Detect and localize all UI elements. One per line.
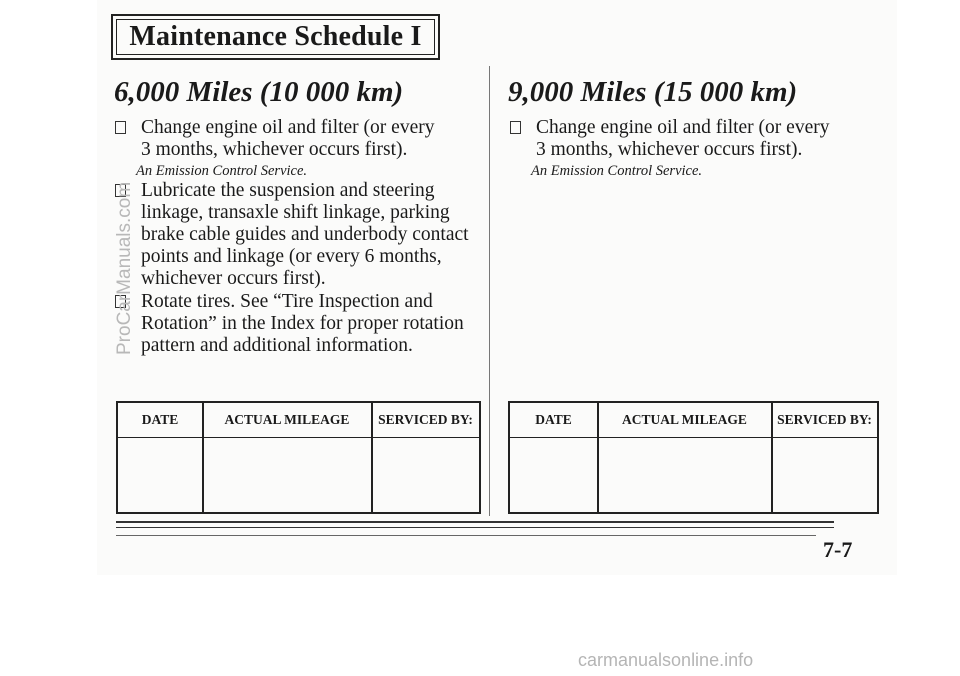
footer-rule-top — [116, 521, 834, 523]
right-item-oil-change — [510, 117, 829, 161]
item-line: 3 months, whichever occurs first). — [536, 139, 803, 160]
footer-rule-middle — [116, 527, 834, 528]
right-section-heading: 9,000 Miles (15 000 km) — [508, 76, 798, 108]
left-section-heading: 6,000 Miles (10 000 km) — [114, 76, 404, 108]
col-header-serviced-by: SERVICED BY: — [378, 412, 473, 427]
item-line: points and linkage (or every 6 months, — [141, 246, 442, 267]
item-line: linkage, transaxle shift linkage, parking — [141, 202, 450, 223]
left-item-oil-change — [115, 117, 434, 161]
col-header-serviced-by: SERVICED BY: — [777, 412, 872, 427]
item-line: Change engine oil and filter (or every — [141, 117, 435, 138]
checkbox-icon[interactable] — [510, 121, 521, 134]
col-header-date: DATE — [535, 412, 572, 427]
item-line: Change engine oil and filter (or every — [536, 117, 830, 138]
checkbox-icon[interactable] — [115, 121, 126, 134]
left-service-log — [116, 401, 481, 514]
item-line: pattern and additional information. — [141, 335, 413, 356]
col-header-date: DATE — [141, 412, 179, 427]
item-line: whichever occurs first). — [141, 268, 326, 289]
item-line: brake cable guides and underbody contact — [141, 224, 469, 245]
item-line: Rotation” in the Index for proper rotation — [141, 313, 464, 334]
column-divider — [489, 66, 490, 516]
col-header-actual-mileage: ACTUAL MILEAGE — [224, 412, 350, 427]
item-line: Rotate tires. See “Tire Inspection and — [141, 291, 433, 312]
right-service-log — [508, 401, 879, 514]
col-header-actual-mileage: ACTUAL MILEAGE — [622, 412, 747, 427]
side-watermark: ProCarManuals.com — [114, 181, 135, 355]
right-emission-note: An Emission Control Service. — [531, 163, 703, 179]
left-emission-note: An Emission Control Service. — [136, 163, 308, 179]
page-number: 7-7 — [823, 537, 853, 562]
left-item-lubricate — [115, 180, 469, 290]
item-line: 3 months, whichever occurs first). — [141, 139, 408, 160]
header-box — [111, 14, 440, 60]
item-line: Lubricate the suspension and steering — [141, 180, 435, 201]
footer-rule-bottom — [116, 535, 816, 536]
page-title: Maintenance Schedule I — [129, 21, 422, 52]
footer-watermark: carmanualsonline.info — [578, 650, 754, 670]
left-item-rotate-tires — [115, 291, 464, 357]
